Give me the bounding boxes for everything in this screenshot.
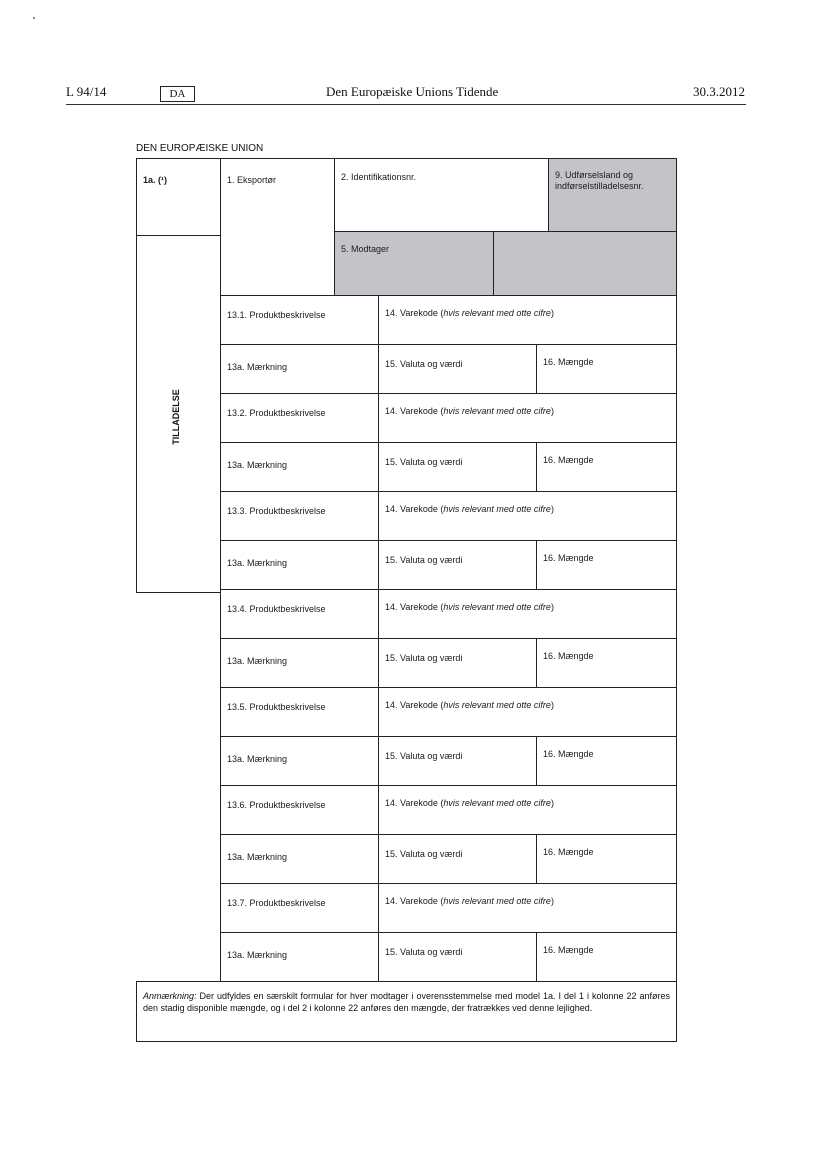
quantity-cell (536, 540, 677, 590)
box-export-country (548, 158, 677, 232)
commodity-code-cell (378, 393, 677, 443)
marking-label: 13a. Mærkning (227, 950, 288, 960)
quantity-cell (536, 442, 677, 492)
quantity-cell (536, 736, 677, 786)
box-exporter (220, 158, 335, 296)
currency-value-label: 15. Valuta og værdi (385, 653, 463, 663)
side-label-authorisation: TILLADELSE (171, 389, 181, 445)
product-description-label: 13.6. Produktbeskrivelse (227, 800, 326, 810)
commodity-code-cell (378, 687, 677, 737)
product-description-cell (220, 589, 379, 639)
currency-value-cell (378, 638, 537, 688)
marking-label: 13a. Mærkning (227, 852, 288, 862)
product-description-label: 13.2. Produktbeskrivelse (227, 408, 326, 418)
quantity-label: 16. Mængde (543, 847, 594, 857)
product-description-label: 13.1. Produktbeskrivelse (227, 310, 326, 320)
quantity-label: 16. Mængde (543, 553, 594, 563)
box-consignee-label: 5. Modtager (341, 244, 390, 254)
commodity-code-cell (378, 883, 677, 933)
quantity-cell (536, 932, 677, 982)
marking-cell (220, 736, 379, 786)
product-description-label: 13.7. Produktbeskrivelse (227, 898, 326, 908)
currency-value-label: 15. Valuta og værdi (385, 947, 463, 957)
quantity-cell (536, 834, 677, 884)
commodity-code-cell (378, 295, 677, 345)
header-rule (66, 104, 746, 105)
product-description-cell (220, 295, 379, 345)
publication-date: 30.3.2012 (693, 84, 745, 99)
commodity-code-label: 14. Varekode (hvis relevant med otte cifre) (385, 406, 554, 416)
commodity-code-cell (378, 491, 677, 541)
marking-label: 13a. Mærkning (227, 754, 288, 764)
note-box (136, 981, 677, 1042)
currency-value-label: 15. Valuta og værdi (385, 751, 463, 761)
quantity-label: 16. Mængde (543, 651, 594, 661)
quantity-label: 16. Mængde (543, 357, 594, 367)
marking-cell (220, 442, 379, 492)
commodity-code-label: 14. Varekode (hvis relevant med otte cifre) (385, 504, 554, 514)
commodity-code-cell (378, 589, 677, 639)
marking-cell (220, 834, 379, 884)
currency-value-cell (378, 834, 537, 884)
marking-cell (220, 638, 379, 688)
currency-value-label: 15. Valuta og værdi (385, 457, 463, 467)
box-1a-label: 1a. (¹) (143, 175, 168, 185)
product-description-label: 13.4. Produktbeskrivelse (227, 604, 326, 614)
product-description-label: 13.5. Produktbeskrivelse (227, 702, 326, 712)
product-description-cell (220, 687, 379, 737)
page-reference: L 94/14 (66, 84, 107, 99)
commodity-code-label: 14. Varekode (hvis relevant med otte cifre) (385, 896, 554, 906)
currency-value-cell (378, 932, 537, 982)
quantity-label: 16. Mængde (543, 945, 594, 955)
currency-value-label: 15. Valuta og værdi (385, 359, 463, 369)
commodity-code-label: 14. Varekode (hvis relevant med otte cifre) (385, 602, 554, 612)
note-text: Der udfyldes en særskilt formular for hver modtager i overensstemmelse med model 1a. I del 1 i kolonne 22 anføres den stadig disponible mængde, og i del 2 i kolonne 22 anføres den mængde, der fratrækkes ved denne lejlighed. (143, 991, 670, 1013)
commodity-code-cell (378, 785, 677, 835)
marking-label: 13a. Mærkning (227, 558, 288, 568)
marking-cell (220, 344, 379, 394)
box-identification-label: 2. Identifikationsnr. (341, 172, 417, 182)
product-description-cell (220, 491, 379, 541)
box-identification (334, 158, 549, 232)
commodity-code-label: 14. Varekode (hvis relevant med otte cifre) (385, 308, 554, 318)
box-consignee (334, 231, 494, 296)
scan-speck (33, 17, 35, 19)
currency-value-cell (378, 344, 537, 394)
marking-label: 13a. Mærkning (227, 656, 288, 666)
union-label: DEN EUROPÆISKE UNION (136, 143, 264, 154)
journal-title: Den Europæiske Unions Tidende (326, 84, 499, 99)
product-description-cell (220, 883, 379, 933)
currency-value-label: 15. Valuta og værdi (385, 849, 463, 859)
quantity-label: 16. Mængde (543, 749, 594, 759)
box-1a (136, 158, 221, 236)
marking-cell (220, 932, 379, 982)
product-description-label: 13.3. Produktbeskrivelse (227, 506, 326, 516)
currency-value-label: 15. Valuta og værdi (385, 555, 463, 565)
product-description-cell (220, 393, 379, 443)
note-label: Anmærkning: (143, 991, 197, 1001)
commodity-code-label: 14. Varekode (hvis relevant med otte cifre) (385, 798, 554, 808)
box-consignee-extra (493, 231, 677, 296)
box-export-country-label: 9. Udførselsland og indførselstilladelsesnr. (555, 170, 644, 191)
quantity-label: 16. Mængde (543, 455, 594, 465)
quantity-cell (536, 344, 677, 394)
marking-cell (220, 540, 379, 590)
marking-label: 13a. Mærkning (227, 362, 288, 372)
currency-value-cell (378, 736, 537, 786)
commodity-code-label: 14. Varekode (hvis relevant med otte cifre) (385, 700, 554, 710)
currency-value-cell (378, 540, 537, 590)
marking-label: 13a. Mærkning (227, 460, 288, 470)
product-description-cell (220, 785, 379, 835)
language-badge: DA (160, 86, 195, 102)
quantity-cell (536, 638, 677, 688)
currency-value-cell (378, 442, 537, 492)
box-exporter-label: 1. Eksportør (227, 175, 277, 185)
